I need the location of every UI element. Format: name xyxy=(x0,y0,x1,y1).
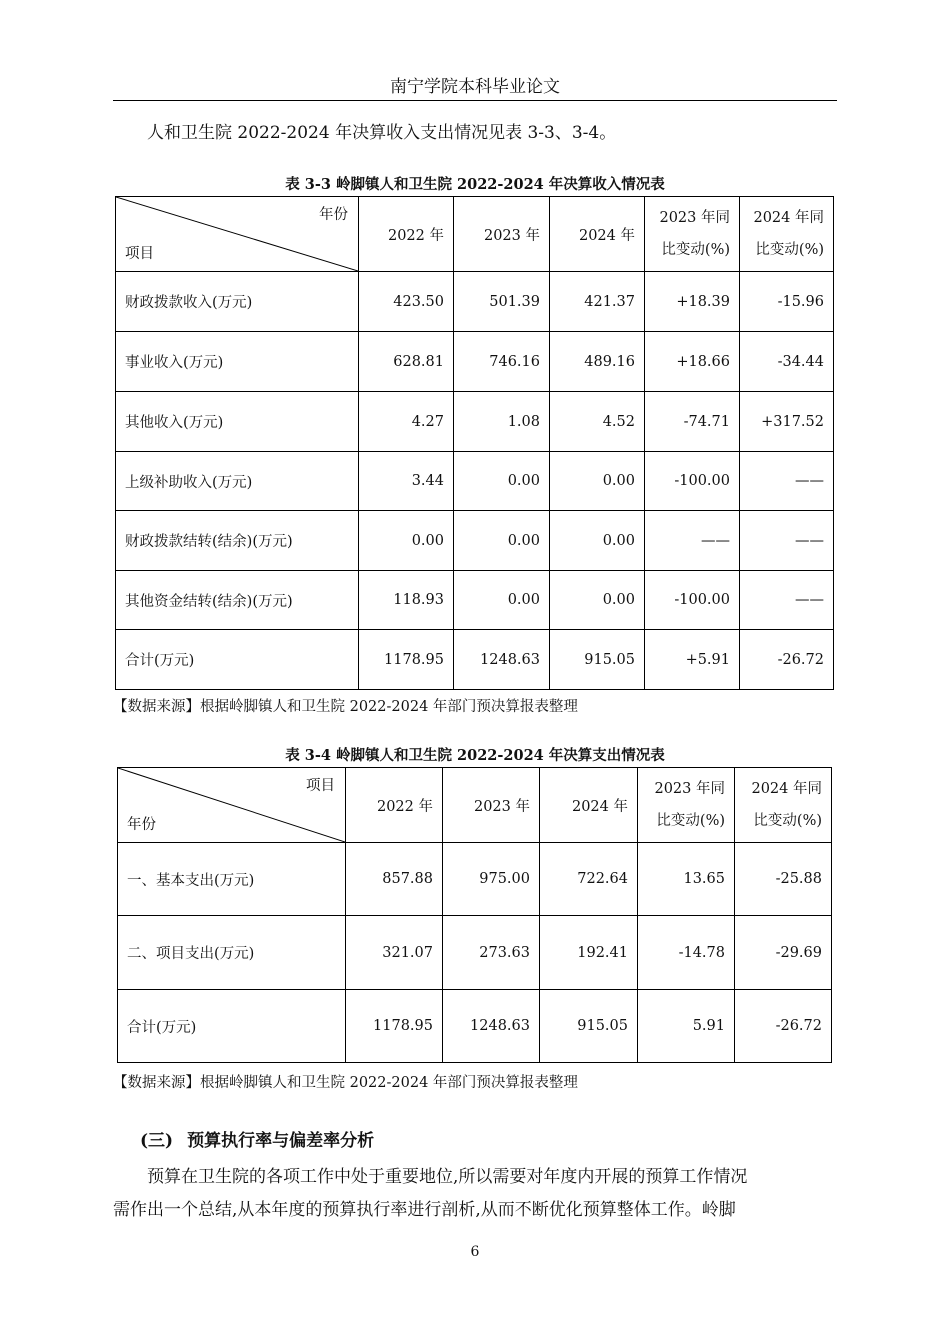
row-label: 一、基本支出(万元) xyxy=(118,843,346,916)
table-row xyxy=(118,843,832,916)
section-number: (三) xyxy=(140,1131,174,1151)
table-row-total xyxy=(116,630,834,690)
column-header xyxy=(645,197,740,272)
row-label: 合计(万元) xyxy=(118,990,346,1063)
table-row xyxy=(116,332,834,392)
row-label: 事业收入(万元) xyxy=(116,332,359,392)
column-header-line1: 2023 年同 xyxy=(654,781,725,797)
column-header: 2023 年 xyxy=(443,768,540,843)
table-cell: 1.08 xyxy=(454,392,550,452)
column-header: 2023 年 xyxy=(454,197,550,272)
table-row xyxy=(116,452,834,511)
table-cell: 192.41 xyxy=(540,916,638,990)
table2-caption: 表 3-4 岭脚镇人和卫生院 2022-2024 年决算支出情况表 xyxy=(285,747,665,764)
table-cell: 13.65 xyxy=(638,843,735,916)
row-label: 财政拨款收入(万元) xyxy=(116,272,359,332)
table1-source-note: 【数据来源】根据岭脚镇人和卫生院 2022-2024 年部门预决算报表整理 xyxy=(113,699,578,715)
row-label: 合计(万元) xyxy=(116,630,359,690)
column-header-line1: 2024 年同 xyxy=(753,210,824,226)
table-cell: -34.44 xyxy=(740,332,834,392)
table-cell: -29.69 xyxy=(735,916,832,990)
expenditure-table-header xyxy=(118,768,832,843)
table-cell: +5.91 xyxy=(645,630,740,690)
table-cell: —— xyxy=(740,571,834,630)
table-row-total xyxy=(118,990,832,1063)
column-header-line2: 比变动(%) xyxy=(755,242,824,258)
table-cell: 118.93 xyxy=(359,571,454,630)
column-header-line2: 比变动(%) xyxy=(661,242,730,258)
body-line: 需作出一个总结,从本年度的预算执行率进行剖析,从而不断优化预算整体工作。岭脚 xyxy=(113,1200,736,1220)
column-header: 2024 年 xyxy=(550,197,645,272)
row-label: 二、项目支出(万元) xyxy=(118,916,346,990)
column-header-line2: 比变动(%) xyxy=(656,813,725,829)
diagonal-header-cell xyxy=(118,768,346,843)
column-header xyxy=(740,197,834,272)
column-header xyxy=(735,768,832,843)
table-cell: +18.66 xyxy=(645,332,740,392)
table-cell: 1248.63 xyxy=(443,990,540,1063)
column-header: 2022 年 xyxy=(346,768,443,843)
corner-label-top: 项目 xyxy=(306,778,335,794)
table-cell: 0.00 xyxy=(454,452,550,511)
table-row xyxy=(116,272,834,332)
page-number: 6 xyxy=(470,1244,480,1260)
table-row xyxy=(118,916,832,990)
table-cell: 915.05 xyxy=(540,990,638,1063)
table-cell: -15.96 xyxy=(740,272,834,332)
body-line: 预算在卫生院的各项工作中处于重要地位,所以需要对年度内开展的预算工作情况 xyxy=(147,1167,748,1187)
table-cell: -26.72 xyxy=(740,630,834,690)
table-cell: -14.78 xyxy=(638,916,735,990)
table-cell: -74.71 xyxy=(645,392,740,452)
table1-caption: 表 3-3 岭脚镇人和卫生院 2022-2024 年决算收入情况表 xyxy=(285,176,665,193)
table-cell: 1178.95 xyxy=(346,990,443,1063)
column-header-line2: 比变动(%) xyxy=(753,813,822,829)
table-cell: 421.37 xyxy=(550,272,645,332)
table-cell: 722.64 xyxy=(540,843,638,916)
section-title: 预算执行率与偏差率分析 xyxy=(187,1131,375,1151)
table-cell: -100.00 xyxy=(645,571,740,630)
table-cell: 628.81 xyxy=(359,332,454,392)
table-cell: 0.00 xyxy=(359,511,454,571)
table-cell: —— xyxy=(740,511,834,571)
table-cell: 5.91 xyxy=(638,990,735,1063)
row-label: 财政拨款结转(结余)(万元) xyxy=(116,511,359,571)
table-cell: 857.88 xyxy=(346,843,443,916)
running-header: 南宁学院本科毕业论文 xyxy=(390,77,560,97)
table-cell: 321.07 xyxy=(346,916,443,990)
table-row xyxy=(116,511,834,571)
table-cell: -25.88 xyxy=(735,843,832,916)
income-table-header xyxy=(116,197,834,272)
table-cell: 0.00 xyxy=(454,511,550,571)
table-cell: 975.00 xyxy=(443,843,540,916)
column-header-line1: 2024 年同 xyxy=(751,781,822,797)
row-label: 其他资金结转(结余)(万元) xyxy=(116,571,359,630)
row-label: 上级补助收入(万元) xyxy=(116,452,359,511)
table-row xyxy=(116,571,834,630)
table-cell: 4.27 xyxy=(359,392,454,452)
table2-source-note: 【数据来源】根据岭脚镇人和卫生院 2022-2024 年部门预决算报表整理 xyxy=(113,1075,578,1091)
intro-paragraph: 人和卫生院 2022-2024 年决算收入支出情况见表 3-3、3-4。 xyxy=(147,123,617,143)
table-cell: 0.00 xyxy=(550,511,645,571)
table-cell: -26.72 xyxy=(735,990,832,1063)
column-header: 2024 年 xyxy=(540,768,638,843)
table-cell: +18.39 xyxy=(645,272,740,332)
table-cell: 746.16 xyxy=(454,332,550,392)
column-header-line1: 2023 年同 xyxy=(659,210,730,226)
table-cell: 4.52 xyxy=(550,392,645,452)
table-row xyxy=(116,392,834,452)
corner-label-top: 年份 xyxy=(319,207,348,223)
table-cell: —— xyxy=(645,511,740,571)
diagonal-header-cell xyxy=(116,197,359,272)
table-cell: 0.00 xyxy=(454,571,550,630)
column-header xyxy=(638,768,735,843)
table-cell: 501.39 xyxy=(454,272,550,332)
table-cell: 3.44 xyxy=(359,452,454,511)
section-heading xyxy=(140,1126,374,1151)
corner-label-bottom: 项目 xyxy=(125,246,154,262)
table-cell: -100.00 xyxy=(645,452,740,511)
table-cell: 0.00 xyxy=(550,571,645,630)
table-cell: 915.05 xyxy=(550,630,645,690)
column-header: 2022 年 xyxy=(359,197,454,272)
table-cell: —— xyxy=(740,452,834,511)
income-table xyxy=(115,196,834,690)
corner-label-bottom: 年份 xyxy=(127,817,156,833)
table-cell: +317.52 xyxy=(740,392,834,452)
header-rule xyxy=(113,100,837,101)
table-cell: 0.00 xyxy=(550,452,645,511)
row-label: 其他收入(万元) xyxy=(116,392,359,452)
expenditure-table xyxy=(117,767,832,1063)
table-cell: 1248.63 xyxy=(454,630,550,690)
table-cell: 423.50 xyxy=(359,272,454,332)
table-cell: 489.16 xyxy=(550,332,645,392)
table-cell: 1178.95 xyxy=(359,630,454,690)
table-cell: 273.63 xyxy=(443,916,540,990)
